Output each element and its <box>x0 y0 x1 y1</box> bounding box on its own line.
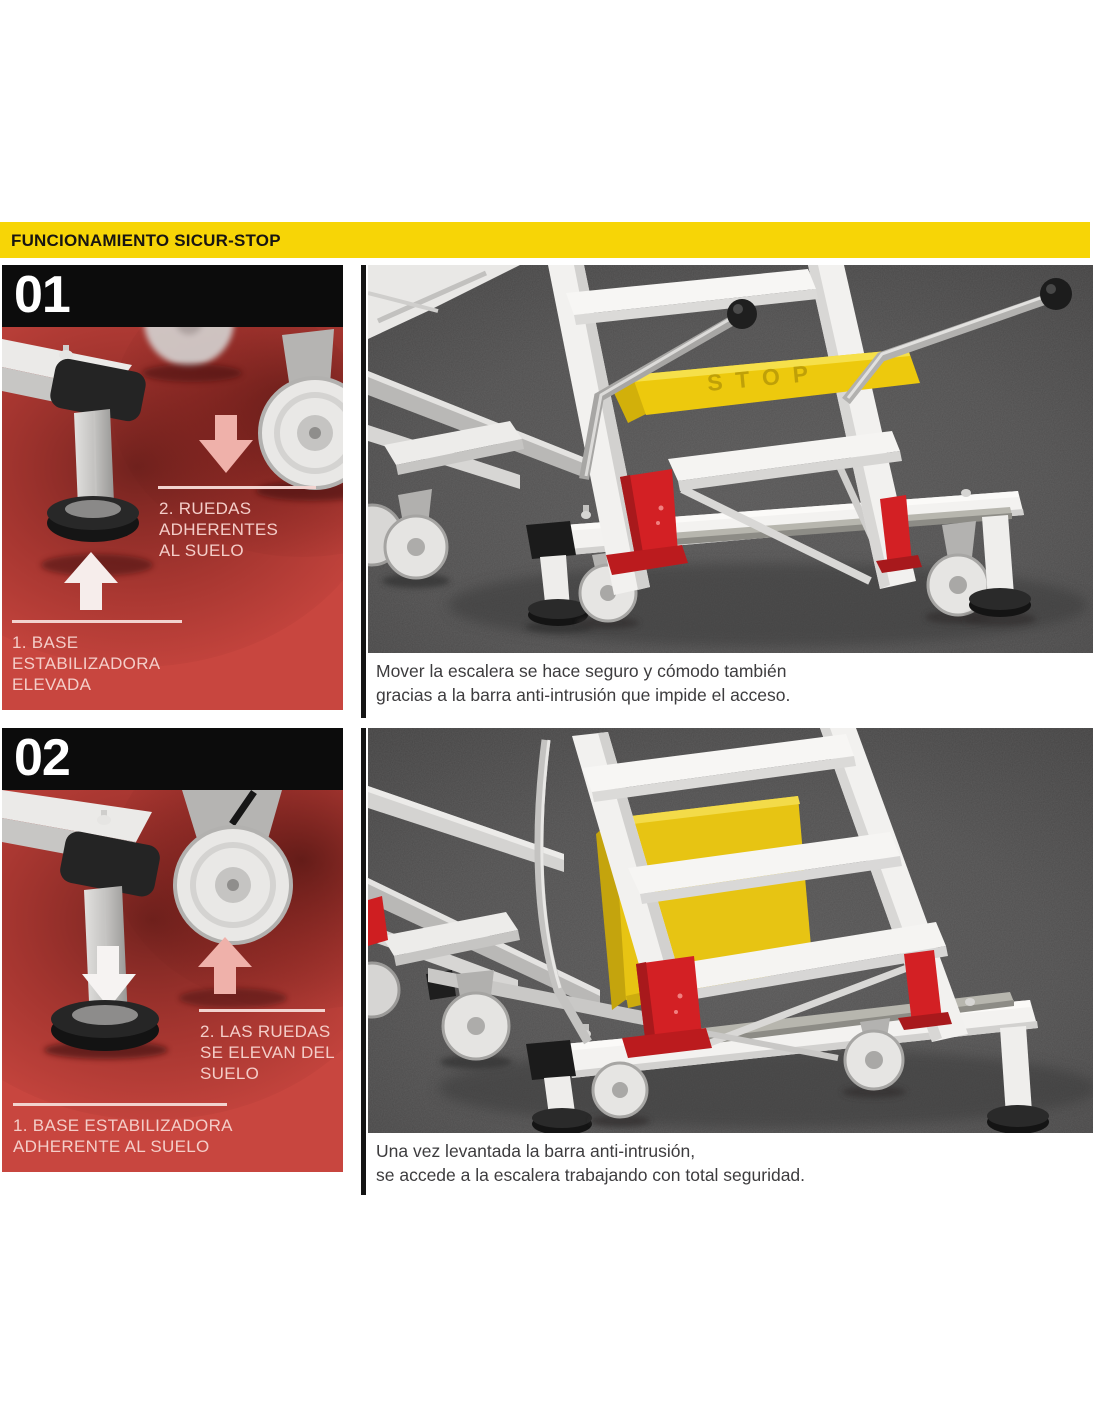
annotation-line: 2. LAS RUEDAS <box>200 1022 331 1041</box>
annotation-base <box>13 1115 233 1157</box>
annotation-divider <box>12 620 182 623</box>
annotation-line: AL SUELO <box>159 541 244 560</box>
caption-step-01 <box>376 660 790 707</box>
caption-step-02 <box>376 1140 805 1187</box>
annotation-wheels <box>159 498 278 561</box>
stop-plate-label: STOP <box>705 359 823 396</box>
step-01-number: 01 <box>2 265 343 327</box>
annotation-divider <box>13 1103 227 1106</box>
ladder-render-bar-raised <box>368 728 1093 1133</box>
stabilizer-foot-elevated <box>47 496 139 542</box>
annotation-line: SUELO <box>200 1064 260 1083</box>
annotation-line: ADHERENTE AL SUELO <box>13 1137 210 1156</box>
annotation-line: 2. RUEDAS <box>159 499 252 518</box>
annotation-line: ELEVADA <box>12 675 92 694</box>
vertical-divider <box>361 265 366 718</box>
annotation-line: 1. BASE ESTABILIZADORA <box>13 1116 233 1135</box>
annotation-divider <box>199 1009 325 1012</box>
annotation-divider <box>158 486 316 489</box>
ladder-photo-step-01 <box>368 265 1093 653</box>
step-02-panel <box>2 728 343 1172</box>
page-title: FUNCIONAMIENTO SICUR-STOP <box>11 231 281 250</box>
step-02-number: 02 <box>2 728 343 790</box>
step-01-detail-render <box>2 327 343 710</box>
stabilizer-foot-on-ground <box>44 1000 168 1059</box>
annotation-line: ADHERENTES <box>159 520 279 539</box>
annotation-base <box>12 632 160 695</box>
annotation-line: SE ELEVAN DEL <box>200 1043 335 1062</box>
annotation-line: 1. BASE <box>12 633 79 652</box>
ladder-render-bar-down <box>368 265 1093 653</box>
caption-line: Mover la escalera se hace seguro y cómodo también <box>376 661 787 681</box>
caption-line: se accede a la escalera trabajando con total seguridad. <box>376 1164 806 1185</box>
front-caster-left <box>590 1063 650 1127</box>
annotation-line: ESTABILIZADORA <box>12 654 161 673</box>
ladder-photo-step-02 <box>368 728 1093 1133</box>
step-02-detail-render <box>2 790 343 1172</box>
step-01-panel <box>2 265 343 710</box>
caption-line: gracias a la barra anti-intrusión que impide el acceso. <box>376 684 791 705</box>
caption-line: Una vez levantada la barra anti-intrusión, <box>376 1141 696 1161</box>
annotation-wheels <box>200 1021 335 1084</box>
section-header-bar <box>0 222 1090 258</box>
vertical-divider <box>361 728 366 1195</box>
stabilizer-leg <box>74 409 114 507</box>
